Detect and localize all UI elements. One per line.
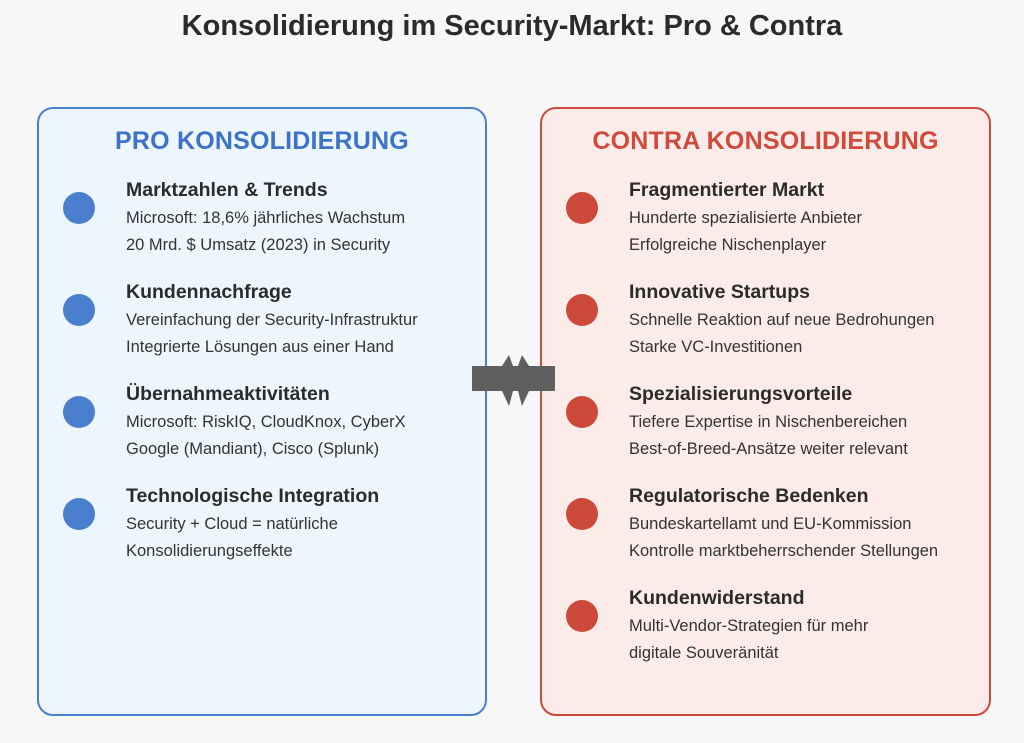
contra-item-title: Kundenwiderstand xyxy=(629,587,805,609)
contra-item-line: Schnelle Reaktion auf neue Bedrohungen xyxy=(629,311,935,329)
bullet-dot-icon xyxy=(566,498,598,530)
contra-item-line: Kontrolle marktbeherrschender Stellungen xyxy=(629,542,939,560)
contra-item-customer-resistance xyxy=(542,587,989,677)
contra-item-startups xyxy=(542,281,989,371)
contra-item-title: Spezialisierungsvorteile xyxy=(629,383,853,405)
versus-clash-icon xyxy=(472,355,555,406)
contra-item-title: Fragmentierter Markt xyxy=(629,179,825,201)
bullet-dot-icon xyxy=(566,294,598,326)
pro-item-line: Microsoft: RiskIQ, CloudKnox, CyberX xyxy=(126,413,406,431)
contra-item-specialization xyxy=(542,383,989,473)
bullet-dot-icon xyxy=(63,294,95,326)
bullet-dot-icon xyxy=(63,498,95,530)
pro-item-market-figures xyxy=(39,179,485,269)
pro-item-title: Marktzahlen & Trends xyxy=(126,179,328,201)
bullet-dot-icon xyxy=(566,600,598,632)
contra-panel xyxy=(540,107,991,716)
contra-item-line: Bundeskartellamt und EU-Kommission xyxy=(629,515,912,533)
contra-item-line: Multi-Vendor-Strategien für mehr xyxy=(629,617,869,635)
pro-item-line: Vereinfachung der Security-Infrastruktur xyxy=(126,311,418,329)
contra-item-line: Tiefere Expertise in Nischenbereichen xyxy=(629,413,908,431)
bullet-dot-icon xyxy=(566,192,598,224)
bullet-dot-icon xyxy=(63,396,95,428)
contra-item-regulatory xyxy=(542,485,989,575)
pro-item-title: Kundennachfrage xyxy=(126,281,292,303)
contra-item-title: Regulatorische Bedenken xyxy=(629,485,869,507)
pro-item-tech-integration xyxy=(39,485,485,575)
contra-item-line: Hunderte spezialisierte Anbieter xyxy=(629,209,862,227)
pro-item-line: Integrierte Lösungen aus einer Hand xyxy=(126,338,394,356)
contra-item-line: Starke VC-Investitionen xyxy=(629,338,803,356)
pro-item-title: Übernahmeaktivitäten xyxy=(126,383,330,405)
bullet-dot-icon xyxy=(63,192,95,224)
contra-item-line: Erfolgreiche Nischenplayer xyxy=(629,236,827,254)
pro-item-line: Konsolidierungseffekte xyxy=(126,542,293,560)
contra-item-line: digitale Souveränität xyxy=(629,644,779,662)
pro-item-title: Technologische Integration xyxy=(126,485,380,507)
pro-item-line: Security + Cloud = natürliche xyxy=(126,515,338,533)
bullet-dot-icon xyxy=(566,396,598,428)
contra-item-fragmented-market xyxy=(542,179,989,269)
pro-item-line: Google (Mandiant), Cisco (Splunk) xyxy=(126,440,380,458)
pro-item-customer-demand xyxy=(39,281,485,371)
contra-item-title: Innovative Startups xyxy=(629,281,810,303)
contra-heading: CONTRA KONSOLIDIERUNG xyxy=(592,127,939,155)
pro-item-line: 20 Mrd. $ Umsatz (2023) in Security xyxy=(126,236,391,254)
contra-item-line: Best-of-Breed-Ansätze weiter relevant xyxy=(629,440,908,458)
page-title: Konsolidierung im Security-Markt: Pro & Contra xyxy=(181,10,843,42)
pro-heading: PRO KONSOLIDIERUNG xyxy=(115,127,409,155)
pro-item-acquisitions xyxy=(39,383,485,473)
pro-panel xyxy=(37,107,487,716)
pro-item-line: Microsoft: 18,6% jährliches Wachstum xyxy=(126,209,406,227)
